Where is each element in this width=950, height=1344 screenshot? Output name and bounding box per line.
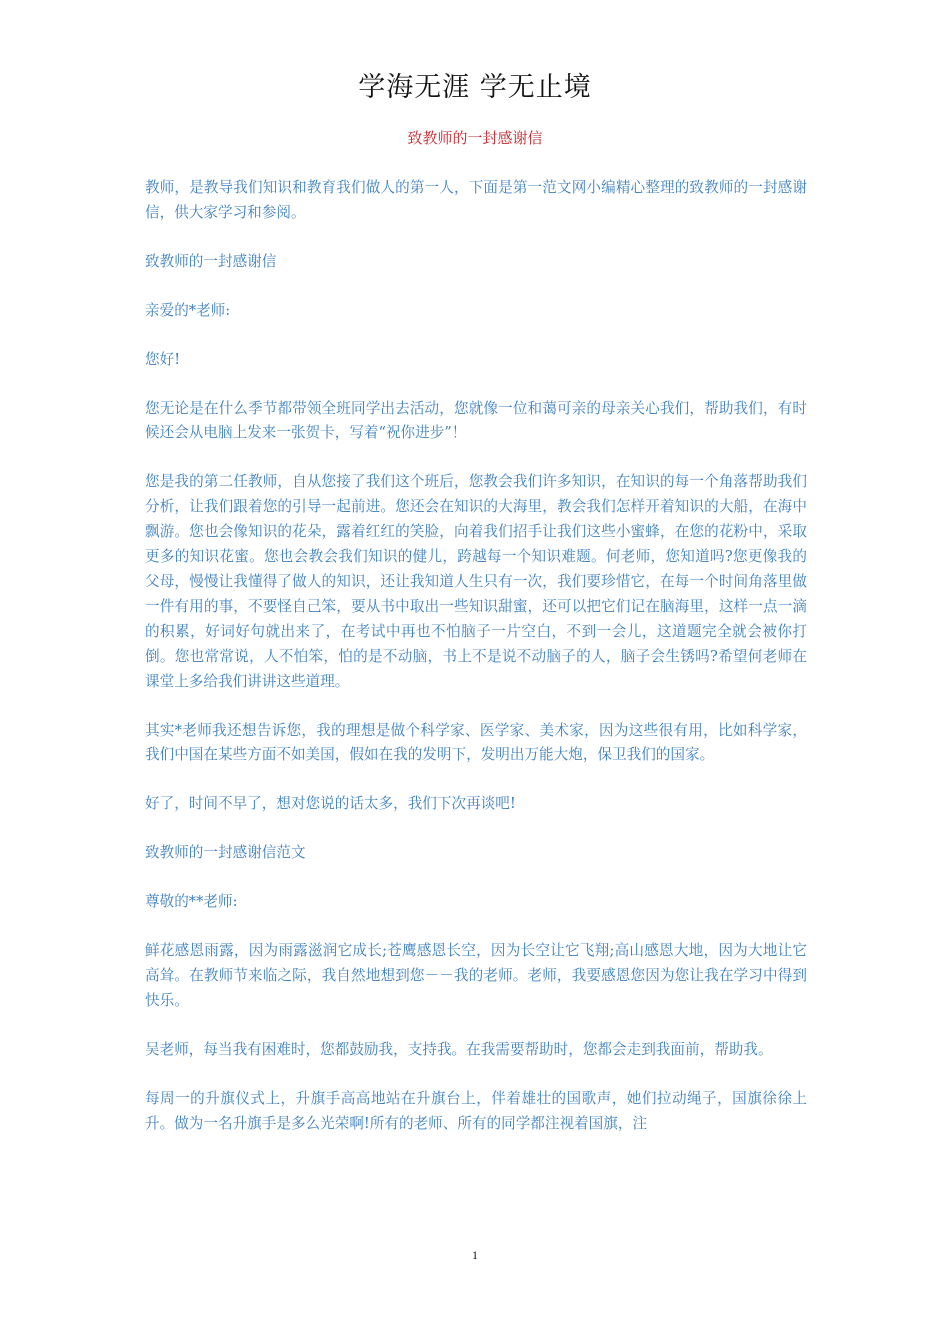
paragraph: 每周一的升旗仪式上，升旗手高高地站在升旗台上，伴着雄壮的国歌声，她们拉动绳子，国旗徐徐上升。做为一名升旗手是多么光荣啊!所有的老师、所有的同学都注视着国旗，注 [145, 1089, 807, 1132]
paragraph: 其实*老师我还想告诉您，我的理想是做个科学家、医学家、美术家，因为这些很有用，比如科学家，我们中国在某些方面不如美国，假如在我的发明下，发明出万能大炮，保卫我们的国家。 [145, 721, 807, 764]
header-motto: 学海无涯 学无止境 [358, 72, 592, 103]
page-number: 1 [472, 1248, 478, 1262]
document-title: 致教师的一封感谢信 [407, 129, 543, 147]
section-heading: 致教师的一封感谢信 [145, 252, 277, 270]
document-body [145, 176, 807, 1160]
salutation: 尊敬的**老师: [145, 893, 238, 911]
section-heading: 致教师的一封感谢信范文 [145, 844, 306, 862]
paragraph: 您是我的第二任教师，自从您接了我们这个班后，您教会我们许多知识，在知识的每一个角落帮助我们分析，让我们跟着您的引导一起前进。您还会在知识的大海里，教会我们怎样开着知识的大船，在海中飘游。您也会像知识的花朵，露着红红的笑脸，向着我们招手让我们这些小蜜蜂，在您的花粉中，采取更多的知识花蜜。您也会教会我们知识的健儿，跨越每一个知识难题。何老师，您知道吗?您更像我的父母，慢慢让我懂得了做人的知识，还让我知道人生只有一次，我们要珍惜它，在每一个时间角落里做一件有用的事，不要怪自己笨，要从书中取出一些知识甜蜜，还可以把它们记在脑海里，这样一点一滴的积累，好词好句就出来了，在考试中再也不怕脑子一片空白，不到一会儿，这道题完全就会被你打倒。您也常常说，人不怕笨，怕的是不动脑，书上不是说不动脑子的人，脑子会生锈吗?希望何老师在课堂上多给我们讲讲这些道理。 [145, 473, 807, 690]
salutation: 亲爱的*老师: [145, 301, 231, 319]
paragraph-intro: 教师，是教导我们知识和教育我们做人的第一人，下面是第一范文网小编精心整理的致教师的一封感谢信，供大家学习和参阅。 [145, 179, 807, 221]
greeting: 您好! [145, 350, 181, 368]
closing-line: 好了，时间不早了，想对您说的话太多，我们下次再谈吧! [145, 795, 516, 813]
paragraph: 鲜花感恩雨露，因为雨露滋润它成长;苍鹰感恩长空，因为长空让它飞翔;高山感恩大地，因为大地让它高耸。在教师节来临之际，我自然地想到您－－我的老师。老师，我要感恩您因为您让我在学习中得到快乐。 [145, 942, 807, 1009]
paragraph: 吴老师，每当我有困难时，您都鼓励我，支持我。在我需要帮助时，您都会走到我面前，帮助我。 [145, 1040, 773, 1058]
paragraph: 您无论是在什么季节都带领全班同学出去活动，您就像一位和蔼可亲的母亲关心我们，帮助我们，有时候还会从电脑上发来一张贺卡，写着“祝你进步”！ [145, 399, 807, 442]
